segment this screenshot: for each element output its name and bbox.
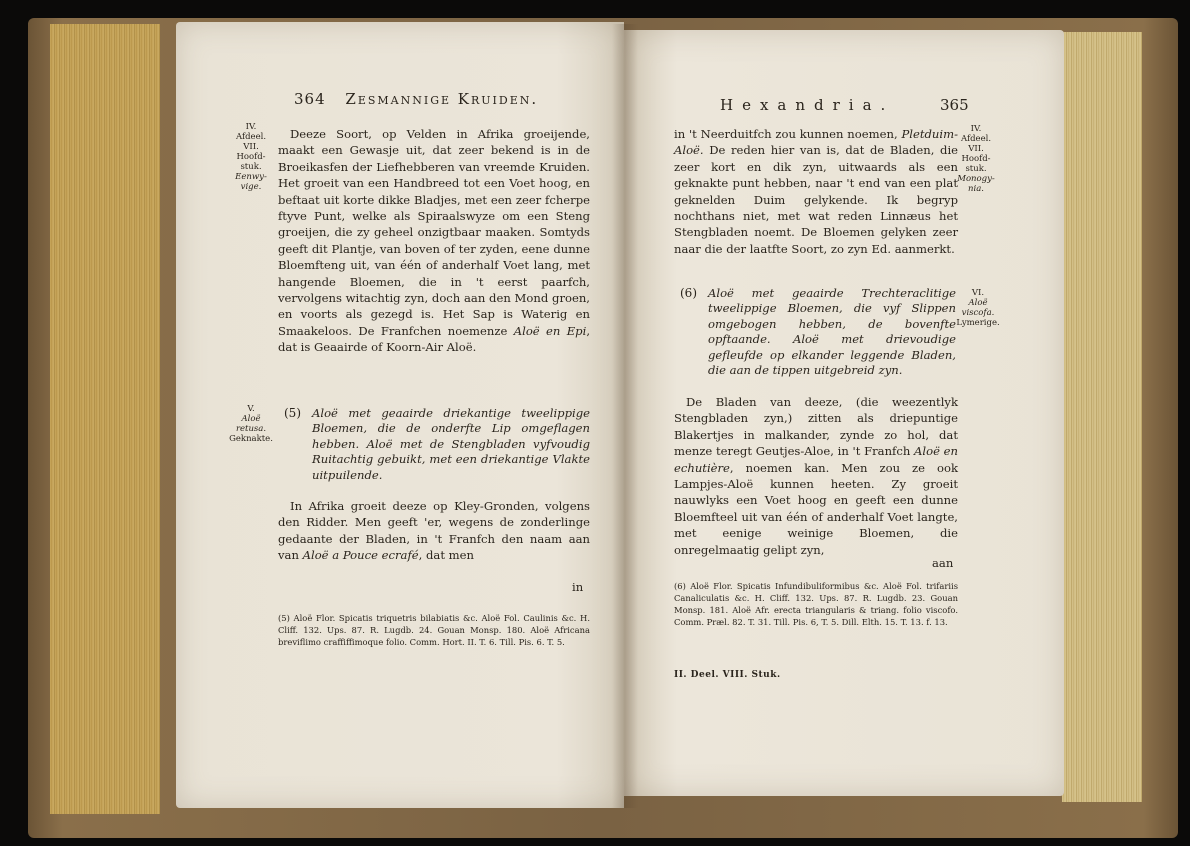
right-page-number: 365 xyxy=(940,96,969,114)
right-margin-note-1: IV. Afdeel. VII. Hoofd- stuk. Monogy- nia. xyxy=(957,124,995,194)
signature-mark: II. Deel. VIII. Stuk. xyxy=(674,670,781,680)
left-page xyxy=(176,22,624,808)
entry-6-number: (6) xyxy=(680,286,697,300)
right-paragraph-2: De Bladen van deeze, (die weezentlyk Stengbladen zyn,) zitten als driepuntige Blakertjes in malkander, zynde zo hol, dat menze teregt Geutjes-Aloe, in 't Franfch Aloë en echutière, noemen kan. Men zou ze ook Lampjes-Aloë kunnen heeten. Zy groeit nauwlyks een Voet hoog en geeft een dunne Bloemfteel uit van één of anderhalf Voet langte, met eenige weinige Bloemen, die onregelmaatig gelipt zyn, xyxy=(674,395,959,557)
right-page xyxy=(624,30,1064,796)
right-running-head: Hexandria. xyxy=(720,96,895,114)
right-page-edges xyxy=(1062,32,1142,802)
left-catchword: in xyxy=(572,580,584,594)
left-paragraph-2: In Afrika groeit deeze op Kley-Gronden, volgens den Ridder. Men geeft 'er, wegens de zonderlinge gedaante der Bladen, in 't Franfch den naam aan van Aloë a Pouce ecrafé, dat men xyxy=(278,499,590,563)
left-footnote: (5) Aloë Flor. Spicatis triquetris bilabiatis &c. Aloë Fol. Caulinis &c. H. Cliff. 132. Ups. 87. R. Lugdb. 24. Gouan Monsp. 180. Aloë Africana breviflimo craffiffimoque folio. Comm. Hort. II. T. 6. Till. Pis. 6. T. 5. xyxy=(278,613,590,647)
left-running-head: Zesmannige Kruiden. xyxy=(345,90,539,108)
left-margin-note-1: IV. Afdeel. VII. Hoofd- stuk. Eenwy- vige. xyxy=(235,122,267,192)
entry-6-text: Aloë met geaairde Trechteraclitige tweelippige Bloemen, die vyf Slippen omgebogen hebben, de bovenfte opftaande. Aloë met drievoudige gefleufde op elkander leggende Bladen, die aan de tippen uitgebreid zyn. xyxy=(708,286,956,378)
left-margin-note-2: V. Aloë retusa. Geknakte. xyxy=(229,404,273,444)
entry-5-number: (5) xyxy=(284,406,301,420)
right-margin-note-2: VI. Aloë viscofa. Lymerige. xyxy=(956,288,1000,328)
book-gutter xyxy=(612,24,638,808)
left-paragraph-1: Deeze Soort, op Velden in Afrika groeijende, maakt een Gewasje uit, dat zeer bekend is in de Broeikasfen der Liefhebberen van vreemde Kruiden. Het groeit van een Handbreed tot een Voet hoog, en beftaat uit korte dikke Bladjes, met een zeer fcherpe ftyve Punt, welke als Spiraalswyze om een Steng groeijen, die zy geheel onzigtbaar maaken. Somtyds geeft dit Plantje, van boven of ter zyden, eene dunne Bloemfteng uit, van één of anderhalf Voet lang, met hangende Bloemen, die in 't eerst paarfch, vervolgens witachtig zyn, doch aan den Mond groen, en voorts als gezegd is. Het Sap is Waterig en Smaakeloos. De Franfchen noemenze Aloë en Epi, dat is Geaairde of Koorn-Air Aloë. xyxy=(278,127,590,355)
left-page-number: 364 xyxy=(294,90,326,108)
entry-5-text: Aloë met geaairde driekantige tweelippige Bloemen, die de onderfte Lip omgeflagen hebben. Aloë met de Stengbladen vyfvoudig Ruitachtig gebuikt, met een driekantige Vlakte uitpuilende. xyxy=(312,406,590,482)
left-running-head-row xyxy=(294,90,538,108)
left-page-edges xyxy=(50,24,160,814)
right-catchword: aan xyxy=(932,556,954,570)
right-paragraph-1: in 't Neerduitfch zou kunnen noemen, Pletduim-Aloë. De reden hier van is, dat de Bladen, die zeer kort en dik zyn, uitwaards als een geknakte punt hebben, naar 't end van een plat geknelden Duim gelykende. Ik begryp nochthans niet, met wat reden Linnæus het Stengbladen noemt. De Bloemen gelyken zeer naar die der laatfte Soort, zo zyn Ed. aanmerkt. xyxy=(674,127,959,256)
right-footnote: (6) Aloë Flor. Spicatis Infundibuliformibus &c. Aloë Fol. trifariis Canaliculatis &c. H. Cliff. 132. Ups. 87. R. Lugdb. 23. Gouan Monsp. 181. Aloë Afr. erecta triangularis & triang. folio viscofo. Comm. Præl. 82. T. 31. Till. Pis. 6, T. 5. Dill. Elth. 15. T. 13. f. 13. xyxy=(674,581,958,627)
